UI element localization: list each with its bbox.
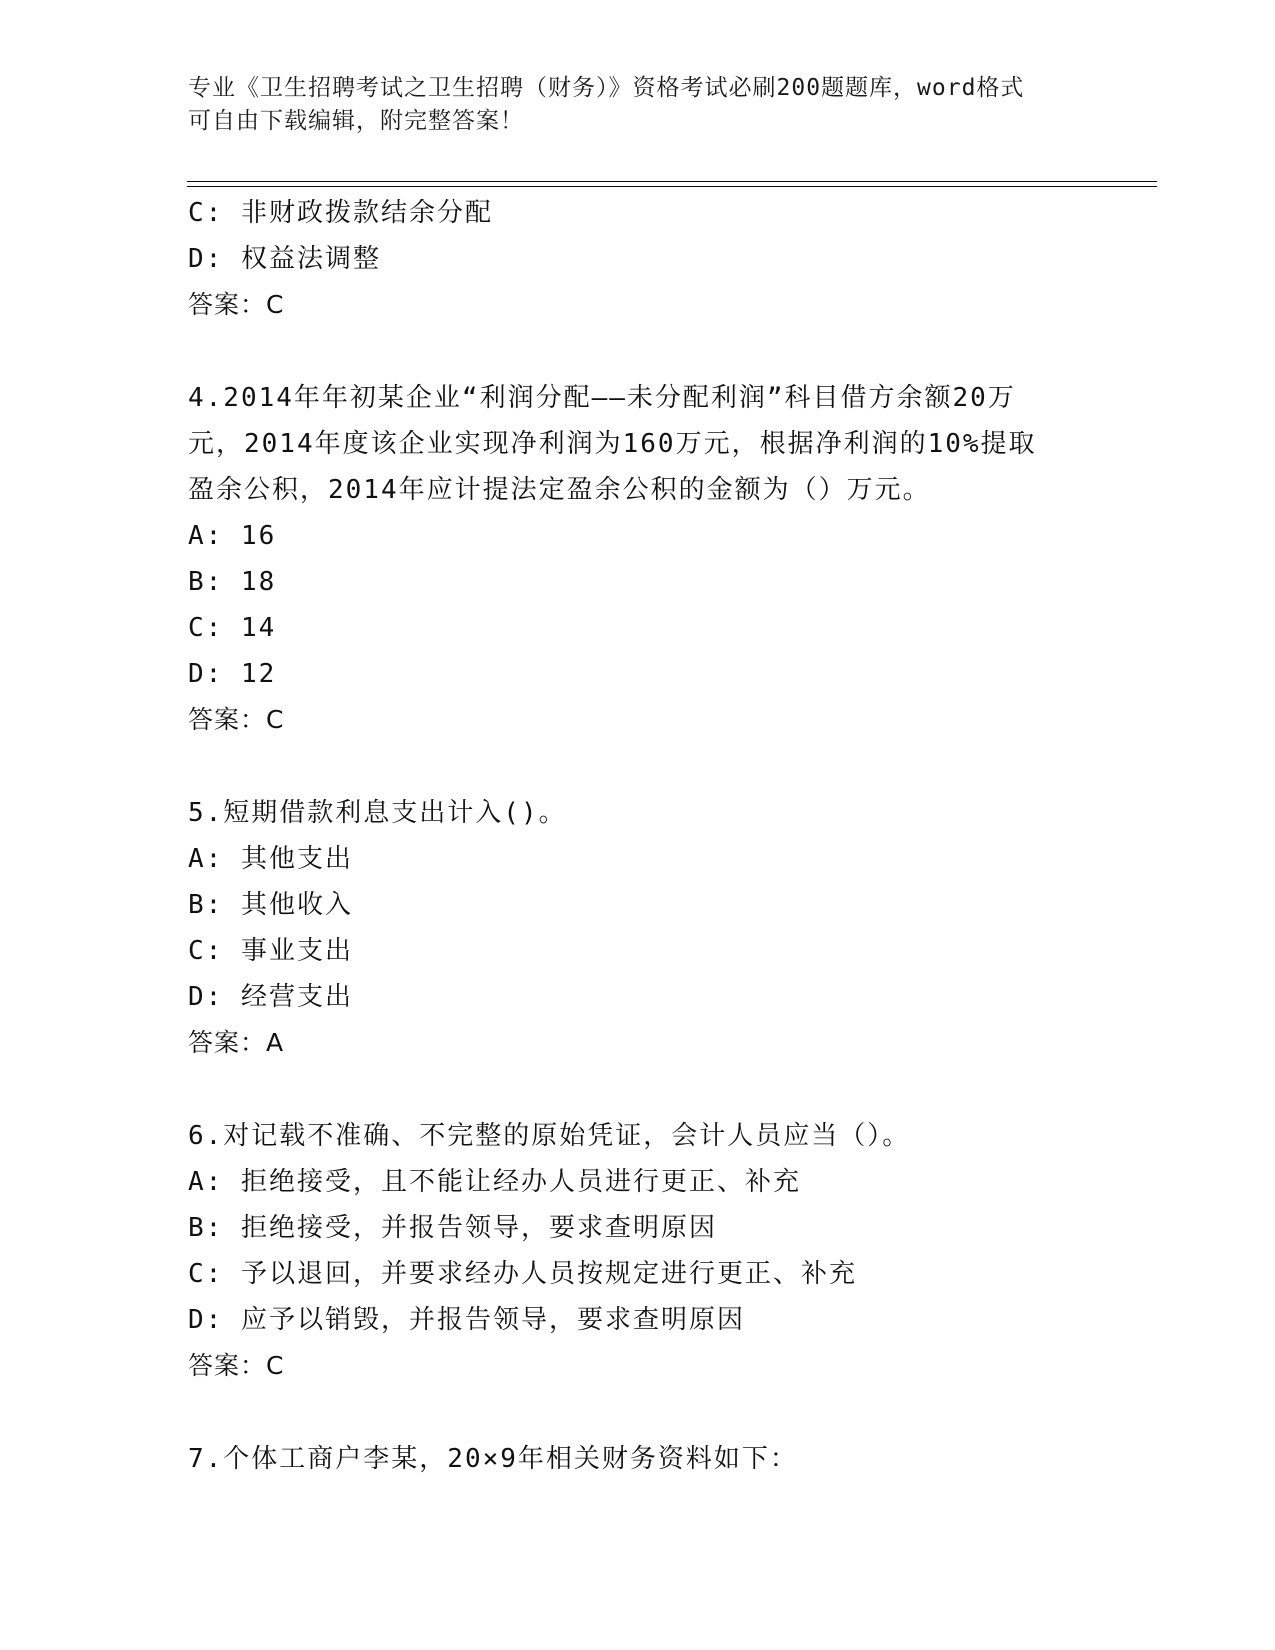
question-text (188, 1436, 1088, 1482)
option-c: C: 14 (188, 613, 277, 643)
option-d: D: 经营支出 (188, 982, 353, 1012)
answer-line: 答案：A (188, 1028, 285, 1057)
question-7 (188, 1436, 1088, 1482)
option-c: C: 非财政拨款结余分配 (188, 198, 493, 228)
header-line-2: 可自由下载编辑，附完整答案！ (188, 108, 524, 134)
option-d: D: 12 (188, 659, 277, 689)
question-text-line: 5.短期借款利息支出计入()。 (188, 798, 567, 828)
answer-line: 答案：C (188, 290, 285, 319)
option-a: A: 拒绝接受，且不能让经办人员进行更正、补充 (188, 1167, 801, 1197)
option-c: C: 事业支出 (188, 936, 353, 966)
question-text (188, 375, 1088, 513)
option-d: D: 应予以销毁，并报告领导，要求查明原因 (188, 1305, 745, 1335)
option-c: C: 予以退回，并要求经办人员按规定进行更正、补充 (188, 1259, 857, 1289)
document-header (188, 72, 1088, 138)
question-text (188, 1113, 1088, 1159)
option-d: D: 权益法调整 (188, 244, 381, 274)
header-divider-bottom (187, 186, 1157, 187)
option-a: A: 16 (188, 521, 277, 551)
question-content (188, 190, 1088, 1482)
question-text-line: 7.个体工商户李某，20×9年相关财务资料如下： (188, 1444, 798, 1474)
answer-line: 答案：C (188, 1351, 285, 1380)
option-b: B: 其他收入 (188, 890, 353, 920)
question-6 (188, 1113, 1088, 1389)
header-line-1: 专业《卫生招聘考试之卫生招聘（财务）》资格考试必刷200题题库，word格式 (188, 75, 1025, 101)
question-5 (188, 790, 1088, 1066)
question-text (188, 790, 1088, 836)
answer-line: 答案：C (188, 705, 285, 734)
option-a: A: 其他支出 (188, 844, 353, 874)
option-b: B: 拒绝接受，并报告领导，要求查明原因 (188, 1213, 717, 1243)
question-4 (188, 375, 1088, 743)
question-text-line: 6.对记载不准确、不完整的原始凭证，会计人员应当（）。 (188, 1121, 911, 1151)
header-divider-top (187, 181, 1157, 182)
question-fragment (188, 190, 1088, 328)
question-text-line: 盈余公积，2014年应计提法定盈余公积的金额为（）万元。 (188, 475, 931, 505)
question-text-line: 元，2014年度该企业实现净利润为160万元，根据净利润的10%提取 (188, 429, 1037, 459)
question-text-line: 4.2014年年初某企业“利润分配——未分配利润”科目借方余额20万 (188, 383, 1016, 413)
option-b: B: 18 (188, 567, 277, 597)
